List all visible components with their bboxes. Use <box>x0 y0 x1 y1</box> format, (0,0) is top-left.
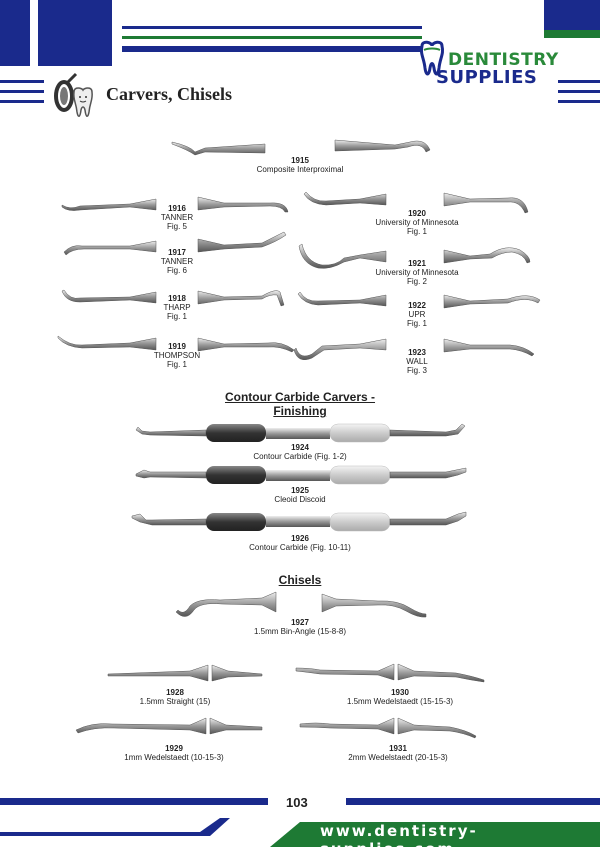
item-desc: THARP <box>163 303 191 312</box>
item-desc: THOMPSON <box>153 351 201 360</box>
instrument-1929 <box>76 718 262 734</box>
brand-line2: SUPPLIES <box>436 67 538 88</box>
instrument-1931 <box>300 718 476 738</box>
item-number: 1921 <box>408 259 426 268</box>
item-desc: University of Minnesota <box>375 268 459 277</box>
caption-1922 <box>380 301 454 328</box>
instrument-1928 <box>108 665 262 681</box>
brand-line1: DENTISTRY <box>448 50 559 70</box>
item-number: 1920 <box>408 209 426 218</box>
item-desc: University of Minnesota <box>375 218 459 227</box>
item-fig: Fig. 1 <box>406 227 427 236</box>
item-desc: 1.5mm Bin-Angle (15-8-8) <box>253 627 347 636</box>
item-number: 1916 <box>168 204 186 213</box>
item-number: 1930 <box>391 688 409 697</box>
item-number: 1922 <box>408 301 426 310</box>
item-desc: TANNER <box>160 257 194 266</box>
item-fig: Fig. 2 <box>406 277 427 286</box>
item-desc: 1mm Wedelstaedt (10-15-3) <box>124 753 224 762</box>
caption-1921 <box>360 259 474 286</box>
footer-bar-left <box>0 798 268 805</box>
caption-1928 <box>110 688 240 706</box>
caption-1925 <box>230 486 370 504</box>
item-fig: Fig. 1 <box>166 312 187 321</box>
footer-url[interactable]: www.dentistry-supplies.com <box>320 822 478 858</box>
item-fig: Fig. 1 <box>406 319 427 328</box>
item-desc: UPR <box>408 310 426 319</box>
caption-1927 <box>230 618 370 636</box>
item-number: 1925 <box>291 486 309 495</box>
item-number: 1927 <box>291 618 309 627</box>
item-number: 1919 <box>168 342 186 351</box>
item-number: 1924 <box>291 443 309 452</box>
chisels-heading: Chisels <box>278 573 322 587</box>
caption-1917 <box>140 248 214 275</box>
footer-bar-right <box>346 798 600 805</box>
item-desc: Contour Carbide (Fig. 1-2) <box>253 452 347 461</box>
caption-1919 <box>140 342 214 369</box>
item-number: 1931 <box>389 744 407 753</box>
caption-1929 <box>104 744 244 762</box>
item-fig: Fig. 3 <box>406 366 427 375</box>
item-number: 1928 <box>166 688 184 697</box>
item-fig: Fig. 6 <box>166 266 187 275</box>
section-title: Carvers, Chisels <box>106 84 232 104</box>
caption-1930 <box>330 688 470 706</box>
caption-1918 <box>140 294 214 321</box>
caption-1924 <box>230 443 370 461</box>
page-number: 103 <box>286 795 308 810</box>
instrument-1926 <box>132 512 466 531</box>
item-desc: 1.5mm Straight (15) <box>139 697 211 706</box>
item-desc: Composite Interproximal <box>256 165 344 174</box>
caption-1931 <box>328 744 468 762</box>
caption-1916 <box>140 204 214 231</box>
instrument-1925 <box>136 466 466 484</box>
item-fig: Fig. 5 <box>166 222 187 231</box>
item-number: 1929 <box>165 744 183 753</box>
item-desc: TANNER <box>160 213 194 222</box>
item-number: 1917 <box>168 248 186 257</box>
item-number: 1926 <box>291 534 309 543</box>
caption-1920 <box>360 209 474 236</box>
item-number: 1918 <box>168 294 186 303</box>
item-desc: Cleoid Discoid <box>274 495 326 504</box>
caption-1915 <box>230 156 370 174</box>
carbide-heading: Contour Carbide Carvers - Finishing <box>224 390 376 418</box>
instrument-1930 <box>296 664 484 682</box>
instrument-1915 <box>172 140 430 155</box>
item-number: 1915 <box>291 156 309 165</box>
item-desc: Contour Carbide (Fig. 10-11) <box>249 543 351 552</box>
caption-1923 <box>380 348 454 375</box>
item-desc: WALL <box>406 357 428 366</box>
item-fig: Fig. 1 <box>166 360 187 369</box>
instrument-1927 <box>176 592 426 617</box>
item-number: 1923 <box>408 348 426 357</box>
instrument-1924 <box>136 424 465 442</box>
item-desc: 2mm Wedelstaedt (20-15-3) <box>348 753 448 762</box>
item-desc: 1.5mm Wedelstaedt (15-15-3) <box>346 697 454 706</box>
caption-1926 <box>230 534 370 552</box>
